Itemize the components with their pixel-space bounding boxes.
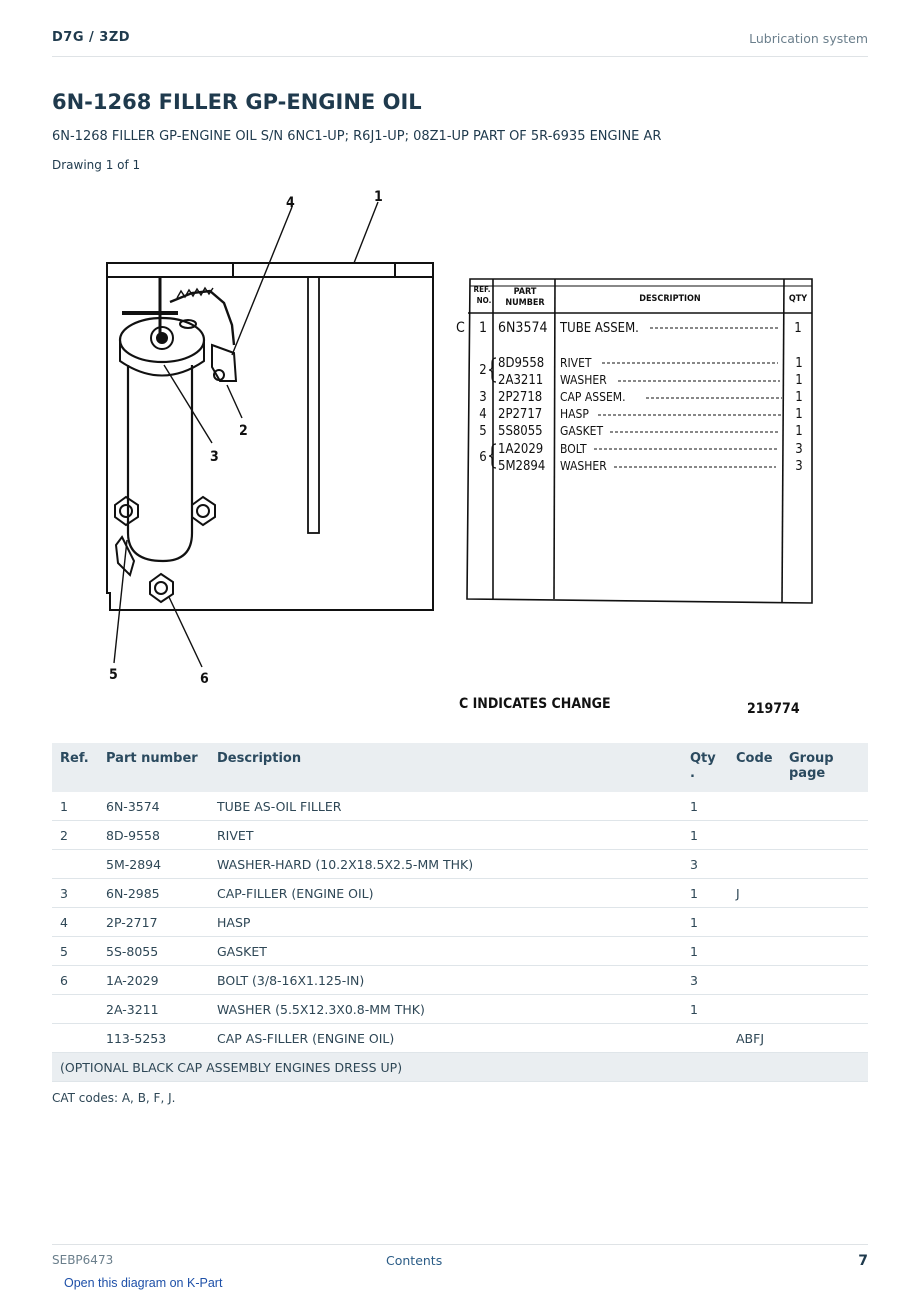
table-row [52,995,868,1024]
inset-desc: RIVET [560,356,592,370]
inset-qty-header: QTY [788,294,808,304]
table-header-row [52,743,868,792]
inset-part: 1A2029 [498,442,544,457]
table-note: (OPTIONAL BLACK CAP ASSEMBLY ENGINES DRESS UP) [52,1053,868,1082]
code-column-header: Code [728,743,781,792]
ref-cell: 5 [52,937,98,966]
group-page-cell [781,908,868,937]
inset-part: 5M2894 [498,459,546,474]
callout-5: 5 [109,667,118,683]
description-cell: CAP AS-FILLER (ENGINE OIL) [209,1024,682,1053]
callout-3: 3 [210,449,219,465]
group-page-cell [781,937,868,966]
change-note: C INDICATES CHANGE [459,696,611,712]
parts-table [52,743,868,1082]
qty-cell: 1 [682,821,728,850]
callout-2: 2 [239,423,248,439]
qty-cell [682,1024,728,1053]
part-number-cell: 1A-2029 [98,966,209,995]
inset-ref: 6 [479,450,487,465]
document-id: SEBP6473 [52,1253,114,1267]
table-row [52,966,868,995]
callout-4: 4 [286,195,295,211]
code-cell [728,792,781,821]
inset-desc: HASP [560,407,589,421]
page-number: 7 [858,1253,868,1269]
housing-illustration [107,202,433,667]
group-page-cell [781,966,868,995]
code-cell [728,937,781,966]
drawing-count: Drawing 1 of 1 [52,158,141,172]
part-number-cell: 6N-2985 [98,879,209,908]
qty-cell: 1 [682,937,728,966]
table-row [52,821,868,850]
table-row [52,879,868,908]
group-page-cell [781,792,868,821]
inset-qty: 1 [794,321,802,336]
ref-cell: 2 [52,821,98,850]
inset-part: 2A3211 [498,373,544,388]
inset-qty: 1 [795,407,803,422]
qty-cell: 1 [682,995,728,1024]
part-number-cell: 6N-3574 [98,792,209,821]
section-label: Lubrication system [749,31,868,46]
cat-codes: CAT codes: A, B, F, J. [52,1091,176,1105]
inset-ref-header-1: REF. [473,285,491,294]
drawing-number: 219774 [747,701,800,717]
group-page-cell [781,821,868,850]
ref-cell: 3 [52,879,98,908]
description-column-header: Description [209,743,682,792]
group-page-cell [781,850,868,879]
ref-cell: 6 [52,966,98,995]
inset-qty: 1 [795,390,803,405]
inset-ref: 4 [479,407,487,422]
description-cell: WASHER-HARD (10.2X18.5X2.5-MM THK) [209,850,682,879]
inset-ref: 5 [479,424,487,439]
ref-column-header: Ref. [52,743,98,792]
inset-part-header-1: PART [513,287,537,297]
ref-cell: 1 [52,792,98,821]
code-cell [728,966,781,995]
ref-cell [52,995,98,1024]
ref-cell: 4 [52,908,98,937]
part-number-cell: 113-5253 [98,1024,209,1053]
code-cell [728,850,781,879]
qty-cell: 1 [682,792,728,821]
callout-1: 1 [374,189,383,205]
code-cell: ABFJ [728,1024,781,1053]
inset-qty: 1 [795,356,803,371]
ref-cell [52,1024,98,1053]
code-cell [728,995,781,1024]
inset-desc: WASHER [560,459,607,473]
part-number-column-header: Part number [98,743,209,792]
group-page-column-header: Group page [781,743,868,792]
contents-link[interactable]: Contents [386,1253,443,1268]
inset-desc: WASHER [560,373,607,387]
description-cell: BOLT (3/8-16X1.125-IN) [209,966,682,995]
parts-drawing [52,185,868,725]
table-row [52,908,868,937]
inset-qty: 1 [795,424,803,439]
group-page-cell [781,879,868,908]
part-number-cell: 8D-9558 [98,821,209,850]
page-subtitle: 6N-1268 FILLER GP-ENGINE OIL S/N 6NC1-UP; R6J1-UP; 08Z1-UP PART OF 5R-6935 ENGINE AR [52,129,662,144]
open-in-kpart-link[interactable]: Open this diagram on K-Part [64,1276,223,1290]
part-number-cell: 5M-2894 [98,850,209,879]
inset-qty: 1 [795,373,803,388]
inset-part: 2P2717 [498,407,543,422]
inset-part: 8D9558 [498,356,545,371]
table-row [52,1024,868,1053]
table-row [52,937,868,966]
inset-part: 6N3574 [498,320,548,336]
inset-qty: 3 [795,459,803,474]
inset-part-header-2: NUMBER [505,298,545,308]
inset-ref-header-2: NO. [476,296,492,305]
inset-parts-list [456,279,812,603]
inset-ref: 2 [479,363,487,378]
group-page-cell [781,1024,868,1053]
qty-column-header: Qty . [682,743,728,792]
qty-cell: 1 [682,908,728,937]
description-cell: HASP [209,908,682,937]
ref-cell [52,850,98,879]
inset-qty: 3 [795,442,803,457]
inset-part: 2P2718 [498,390,543,405]
qty-cell: 3 [682,850,728,879]
description-cell: CAP-FILLER (ENGINE OIL) [209,879,682,908]
inset-desc-header: DESCRIPTION [639,294,701,304]
code-cell [728,821,781,850]
inset-desc: GASKET [560,424,604,438]
inset-desc: BOLT [560,442,587,456]
table-row [52,850,868,879]
group-page-cell [781,995,868,1024]
part-number-cell: 2P-2717 [98,908,209,937]
code-cell: J [728,879,781,908]
description-cell: RIVET [209,821,682,850]
table-note-row [52,1053,868,1082]
qty-cell: 1 [682,879,728,908]
model-label: D7G / 3ZD [52,30,131,45]
inset-desc: CAP ASSEM. [560,390,626,404]
part-number-cell: 2A-3211 [98,995,209,1024]
inset-part: 5S8055 [498,424,543,439]
code-cell [728,908,781,937]
page-header [52,26,868,57]
page-title: 6N-1268 FILLER GP-ENGINE OIL [52,90,422,114]
inset-ref: 3 [479,390,487,405]
table-row [52,792,868,821]
callout-6: 6 [200,671,209,687]
inset-change-mark: C [456,320,465,336]
description-cell: TUBE AS-OIL FILLER [209,792,682,821]
description-cell: GASKET [209,937,682,966]
inset-desc: TUBE ASSEM. [560,321,639,336]
inset-ref: 1 [478,320,488,336]
part-number-cell: 5S-8055 [98,937,209,966]
qty-cell: 3 [682,966,728,995]
description-cell: WASHER (5.5X12.3X0.8-MM THK) [209,995,682,1024]
page-footer [52,1244,868,1275]
